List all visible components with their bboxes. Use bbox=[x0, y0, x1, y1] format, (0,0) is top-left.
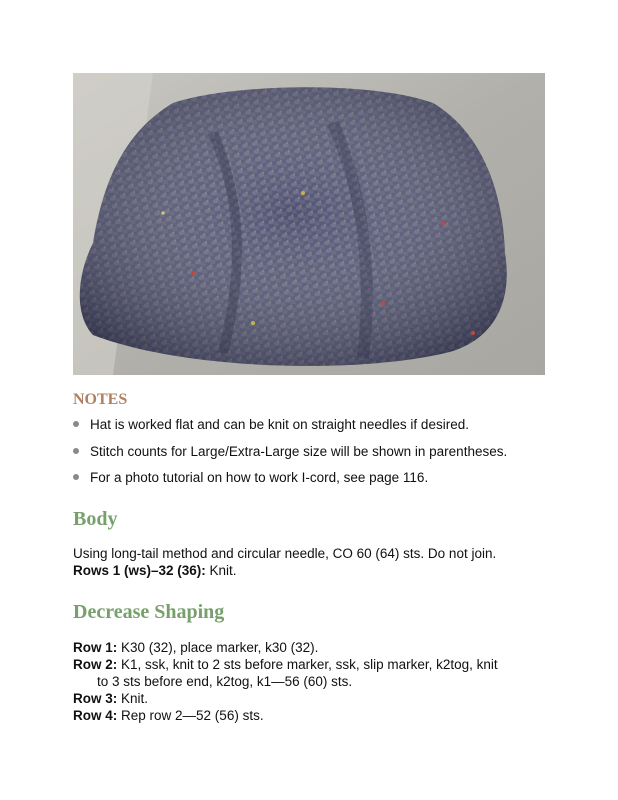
row-2 bbox=[73, 656, 563, 673]
body-instructions bbox=[73, 545, 563, 579]
row-2-continued: to 3 sts before end, k2tog, k1—56 (60) sts. bbox=[97, 674, 353, 689]
row-text: K1, ssk, knit to 2 sts before marker, ssk, slip marker, k2tog, knit bbox=[117, 657, 498, 672]
row-label: Row 3: bbox=[73, 691, 118, 706]
list-item bbox=[73, 417, 553, 433]
decrease-heading: Decrease Shaping bbox=[73, 601, 225, 623]
note-text: For a photo tutorial on how to work I-cord, see page 116. bbox=[90, 470, 429, 485]
notes-list bbox=[73, 417, 553, 497]
note-text: Hat is worked flat and can be knit on straight needles if desired. bbox=[90, 417, 469, 432]
note-text: Stitch counts for Large/Extra-Large size will be shown in parentheses. bbox=[90, 443, 508, 459]
row-label: Row 2: bbox=[73, 657, 118, 672]
rows-line bbox=[73, 562, 563, 579]
body-line: Using long-tail method and circular needle, CO 60 (64) sts. Do not join. bbox=[73, 546, 497, 561]
list-item bbox=[73, 470, 553, 486]
row-3 bbox=[73, 690, 563, 707]
row-text: Knit. bbox=[117, 691, 149, 706]
row-1 bbox=[73, 639, 563, 656]
notes-heading: NOTES bbox=[73, 391, 128, 408]
body-heading: Body bbox=[73, 508, 118, 530]
row-4 bbox=[73, 707, 563, 724]
row-label: Row 1: bbox=[73, 640, 118, 655]
decrease-instructions bbox=[73, 639, 563, 724]
row-label: Row 4: bbox=[73, 708, 118, 723]
row-text: K30 (32), place marker, k30 (32). bbox=[117, 640, 319, 655]
bullet-icon bbox=[73, 474, 79, 480]
knitted-hat-photo bbox=[73, 73, 545, 375]
rows-label: Rows 1 (ws)–32 (36): bbox=[73, 563, 206, 578]
list-item bbox=[73, 444, 553, 460]
row-text: Rep row 2—52 (56) sts. bbox=[117, 708, 264, 723]
rows-text: Knit. bbox=[205, 563, 237, 578]
bullet-icon bbox=[73, 448, 79, 454]
bullet-icon bbox=[73, 421, 79, 427]
